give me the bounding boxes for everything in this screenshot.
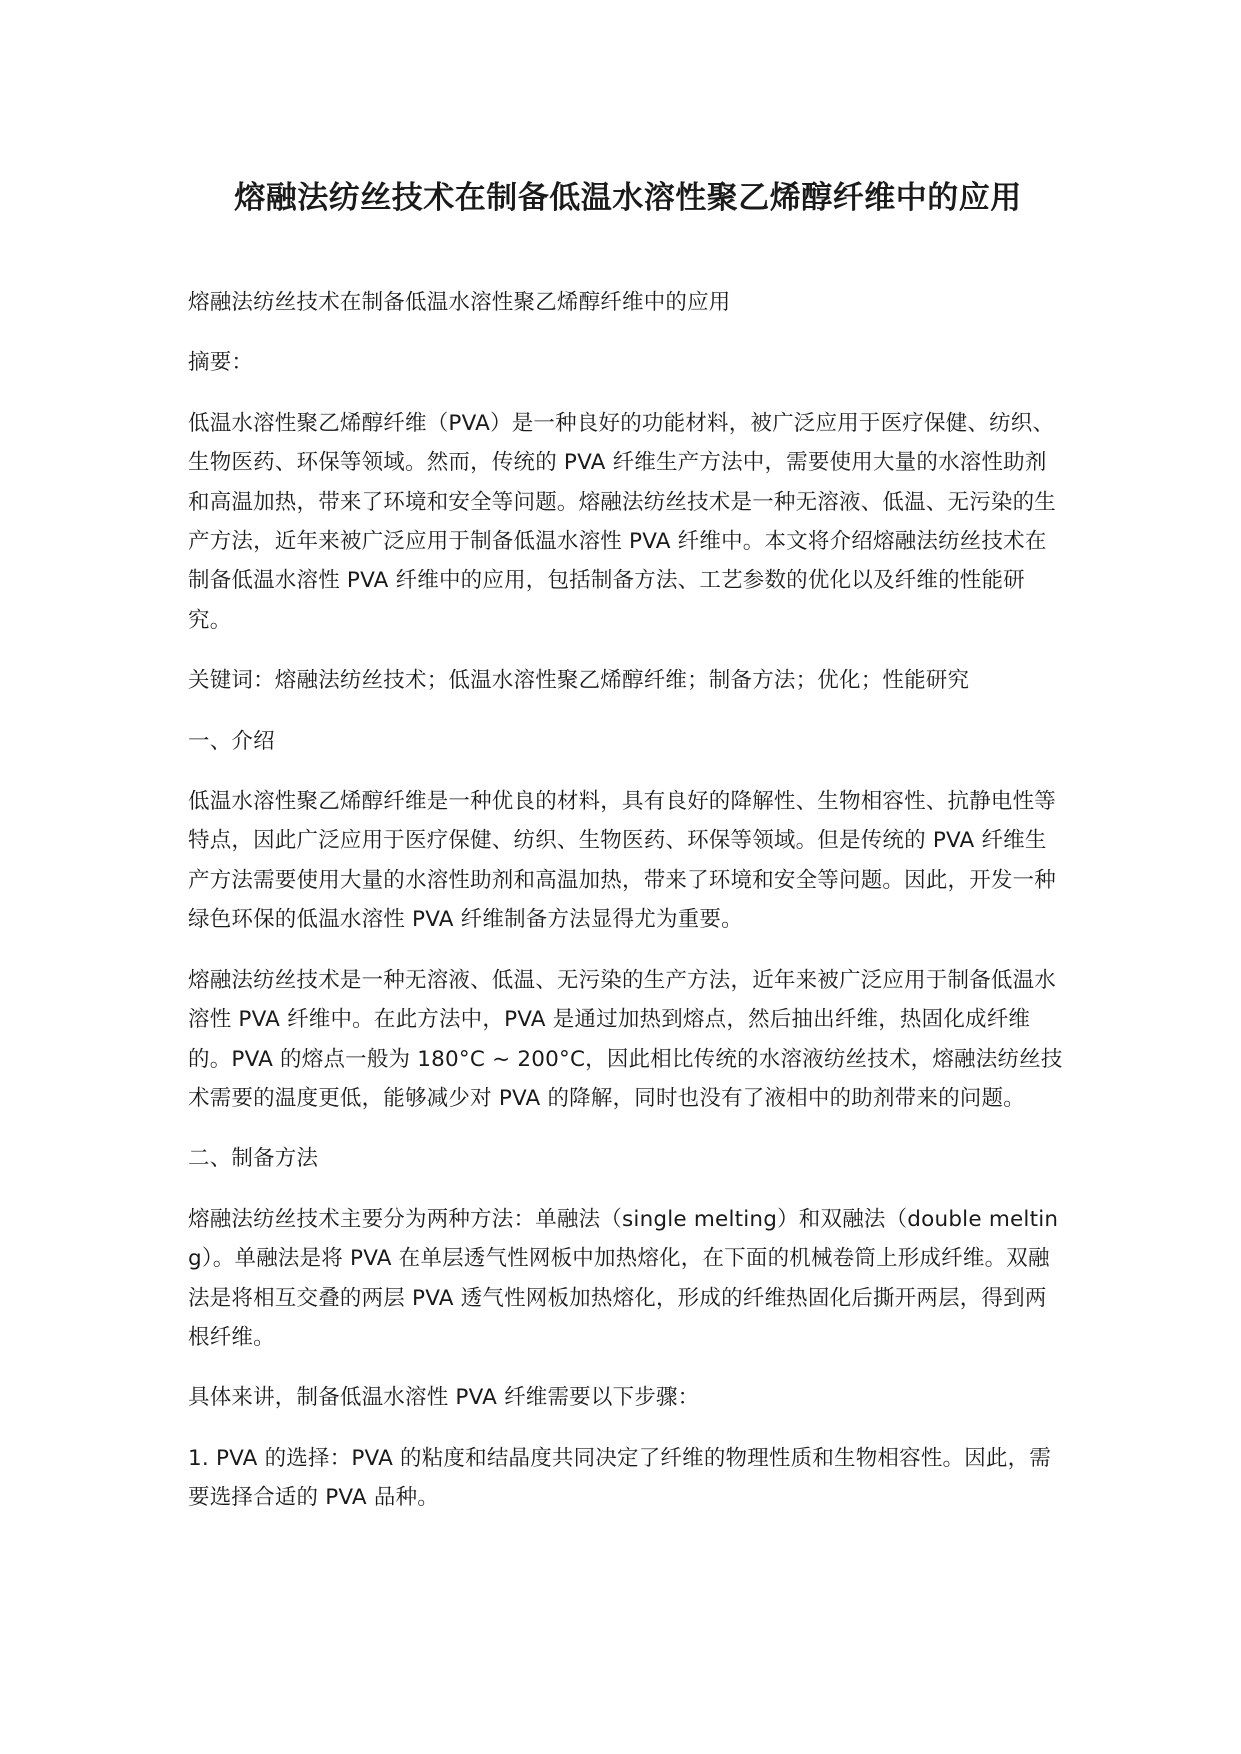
document-body bbox=[188, 283, 1068, 1539]
section-heading-preparation: 二、制备方法 bbox=[188, 1146, 319, 1172]
step-1-paragraph: 1. PVA 的选择：PVA 的粘度和结晶度共同决定了纤维的物理性质和生物相容性。因此，需要选择合适的 PVA 品种。 bbox=[188, 1445, 1052, 1511]
keywords-paragraph: 关键词：熔融法纺丝技术；低温水溶性聚乙烯醇纤维；制备方法；优化；性能研究 bbox=[188, 668, 970, 694]
subtitle-paragraph: 熔融法纺丝技术在制备低温水溶性聚乙烯醇纤维中的应用 bbox=[188, 290, 731, 315]
document-title: 熔融法纺丝技术在制备低温水溶性聚乙烯醇纤维中的应用 bbox=[234, 180, 1022, 216]
abstract-paragraph: 低温水溶性聚乙烯醇纤维（PVA）是一种良好的功能材料，被广泛应用于医疗保健、纺织、生物医药、环保等领域。然而，传统的 PVA 纤维生产方法中，需要使用大量的水溶性助剂和高温加热，带来了环境和安全等问题。熔融法纺丝技术是一种无溶液、低温、无污染的生产方法，近年来被广泛应用于制备低温水溶性 PVA 纤维中。本文将介绍熔融法纺丝技术在制备低温水溶性 PVA 纤维中的应用，包括制备方法、工艺参数的优化以及纤维的性能研究。 bbox=[188, 410, 1057, 633]
abstract-heading: 摘要： bbox=[188, 350, 254, 376]
section-heading-introduction: 一、介绍 bbox=[188, 728, 275, 754]
preparation-paragraph-2: 具体来讲，制备低温水溶性 PVA 纤维需要以下步骤： bbox=[188, 1385, 700, 1411]
introduction-paragraph-2: 熔融法纺丝技术是一种无溶液、低温、无污染的生产方法，近年来被广泛应用于制备低温水溶性 PVA 纤维中。在此方法中，PVA 是通过加热到熔点，然后抽出纤维，热固化成纤维的。PVA 的熔点一般为 180°C ~ 200°C，因此相比传统的水溶液纺丝技术，熔融法纺丝技术需要的温度更低，能够减少对 PVA 的降解，同时也没有了液相中的助剂带来的问题。 bbox=[188, 967, 1063, 1111]
introduction-paragraph-1: 低温水溶性聚乙烯醇纤维是一种优良的材料，具有良好的降解性、生物相容性、抗静电性等特点，因此广泛应用于医疗保健、纺织、生物医药、环保等领域。但是传统的 PVA 纤维生产方法需要使用大量的水溶性助剂和高温加热，带来了环境和安全等问题。因此，开发一种绿色环保的低温水溶性 PVA 纤维制备方法显得尤为重要。 bbox=[188, 789, 1057, 933]
preparation-paragraph-1: 熔融法纺丝技术主要分为两种方法：单融法（single melting）和双融法（double melting）。单融法是将 PVA 在单层透气性网板中加热熔化，在下面的机械卷筒上形成纤维。双融法是将相互交叠的两层 PVA 透气性网板加热熔化，形成的纤维热固化后撕开两层，得到两根纤维。 bbox=[188, 1206, 1059, 1350]
